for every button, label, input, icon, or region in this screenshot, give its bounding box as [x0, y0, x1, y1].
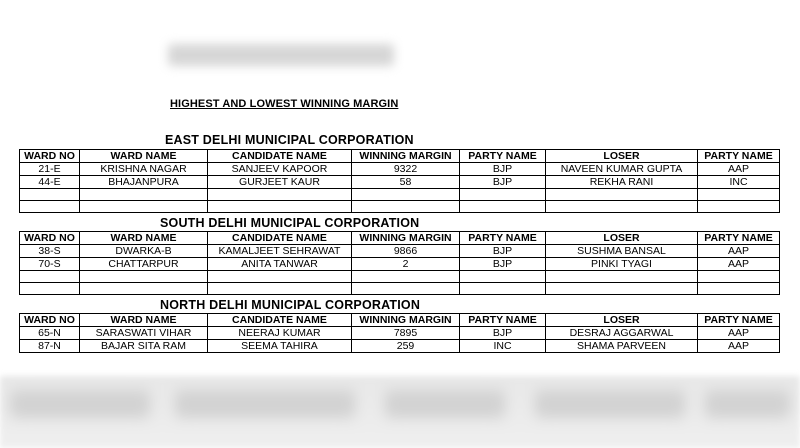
- blurred-header: [168, 44, 394, 66]
- blurred-footer: [0, 376, 800, 448]
- table-row: [20, 327, 780, 340]
- cell-ward-no: 44-E: [20, 176, 80, 189]
- cell-winning-margin: 9322: [352, 163, 460, 176]
- header-winning-margin: WINNING MARGIN: [352, 314, 460, 327]
- cell-ward-name: CHATTARPUR: [80, 258, 208, 271]
- cell-ward-no: 87-N: [20, 340, 80, 353]
- cell-candidate-name: ANITA TANWAR: [208, 258, 352, 271]
- cell-party-name: BJP: [460, 258, 546, 271]
- blank-row: [20, 201, 780, 213]
- cell-winning-margin: 58: [352, 176, 460, 189]
- table-east: [19, 149, 780, 213]
- header-party-name: PARTY NAME: [460, 314, 546, 327]
- header-winning-margin: WINNING MARGIN: [352, 150, 460, 163]
- cell-ward-name: DWARKA-B: [80, 245, 208, 258]
- cell-party-name: BJP: [460, 327, 546, 340]
- cell-ward-no: 65-N: [20, 327, 80, 340]
- table-row: [20, 258, 780, 271]
- cell-ward-no: 38-S: [20, 245, 80, 258]
- cell-ward-no: 21-E: [20, 163, 80, 176]
- table-row: [20, 340, 780, 353]
- cell-loser: SUSHMA BANSAL: [546, 245, 698, 258]
- cell-loser-party: INC: [698, 176, 780, 189]
- table-header-row: [20, 150, 780, 163]
- cell-winning-margin: 2: [352, 258, 460, 271]
- header-loser-party-name: PARTY NAME: [698, 150, 780, 163]
- cell-loser: PINKI TYAGI: [546, 258, 698, 271]
- header-ward-no: WARD NO: [20, 232, 80, 245]
- cell-loser-party: AAP: [698, 245, 780, 258]
- table-header-row: [20, 232, 780, 245]
- header-candidate-name: CANDIDATE NAME: [208, 150, 352, 163]
- table-header-row: [20, 314, 780, 327]
- header-candidate-name: CANDIDATE NAME: [208, 314, 352, 327]
- section-title-east: EAST DELHI MUNICIPAL CORPORATION: [165, 133, 414, 147]
- header-party-name: PARTY NAME: [460, 150, 546, 163]
- cell-candidate-name: SEEMA TAHIRA: [208, 340, 352, 353]
- blank-row: [20, 189, 780, 201]
- cell-candidate-name: SANJEEV KAPOOR: [208, 163, 352, 176]
- cell-loser-party: AAP: [698, 340, 780, 353]
- section-title-south: SOUTH DELHI MUNICIPAL CORPORATION: [160, 216, 420, 230]
- header-loser-party-name: PARTY NAME: [698, 232, 780, 245]
- cell-candidate-name: NEERAJ KUMAR: [208, 327, 352, 340]
- cell-winning-margin: 9866: [352, 245, 460, 258]
- cell-ward-name: BHAJANPURA: [80, 176, 208, 189]
- cell-party-name: BJP: [460, 163, 546, 176]
- header-ward-name: WARD NAME: [80, 232, 208, 245]
- cell-party-name: BJP: [460, 176, 546, 189]
- table-row: [20, 163, 780, 176]
- cell-party-name: BJP: [460, 245, 546, 258]
- cell-party-name: INC: [460, 340, 546, 353]
- header-ward-no: WARD NO: [20, 150, 80, 163]
- cell-loser: DESRAJ AGGARWAL: [546, 327, 698, 340]
- cell-loser-party: AAP: [698, 163, 780, 176]
- section-title-north: NORTH DELHI MUNICIPAL CORPORATION: [160, 298, 421, 312]
- cell-candidate-name: KAMALJEET SEHRAWAT: [208, 245, 352, 258]
- cell-ward-name: SARASWATI VIHAR: [80, 327, 208, 340]
- table-row: [20, 245, 780, 258]
- cell-loser: NAVEEN KUMAR GUPTA: [546, 163, 698, 176]
- cell-ward-name: KRISHNA NAGAR: [80, 163, 208, 176]
- header-winning-margin: WINNING MARGIN: [352, 232, 460, 245]
- header-loser-party-name: PARTY NAME: [698, 314, 780, 327]
- cell-loser-party: AAP: [698, 327, 780, 340]
- table-south: [19, 231, 780, 295]
- header-ward-name: WARD NAME: [80, 314, 208, 327]
- page-title: HIGHEST AND LOWEST WINNING MARGIN: [170, 98, 399, 110]
- header-loser: LOSER: [546, 232, 698, 245]
- header-ward-name: WARD NAME: [80, 150, 208, 163]
- cell-winning-margin: 259: [352, 340, 460, 353]
- blank-row: [20, 271, 780, 283]
- cell-loser-party: AAP: [698, 258, 780, 271]
- table-row: [20, 176, 780, 189]
- cell-winning-margin: 7895: [352, 327, 460, 340]
- table-north: [19, 313, 780, 353]
- header-loser: LOSER: [546, 150, 698, 163]
- header-loser: LOSER: [546, 314, 698, 327]
- header-candidate-name: CANDIDATE NAME: [208, 232, 352, 245]
- cell-ward-no: 70-S: [20, 258, 80, 271]
- cell-loser: SHAMA PARVEEN: [546, 340, 698, 353]
- header-party-name: PARTY NAME: [460, 232, 546, 245]
- cell-ward-name: BAJAR SITA RAM: [80, 340, 208, 353]
- cell-candidate-name: GURJEET KAUR: [208, 176, 352, 189]
- cell-loser: REKHA RANI: [546, 176, 698, 189]
- blank-row: [20, 283, 780, 295]
- header-ward-no: WARD NO: [20, 314, 80, 327]
